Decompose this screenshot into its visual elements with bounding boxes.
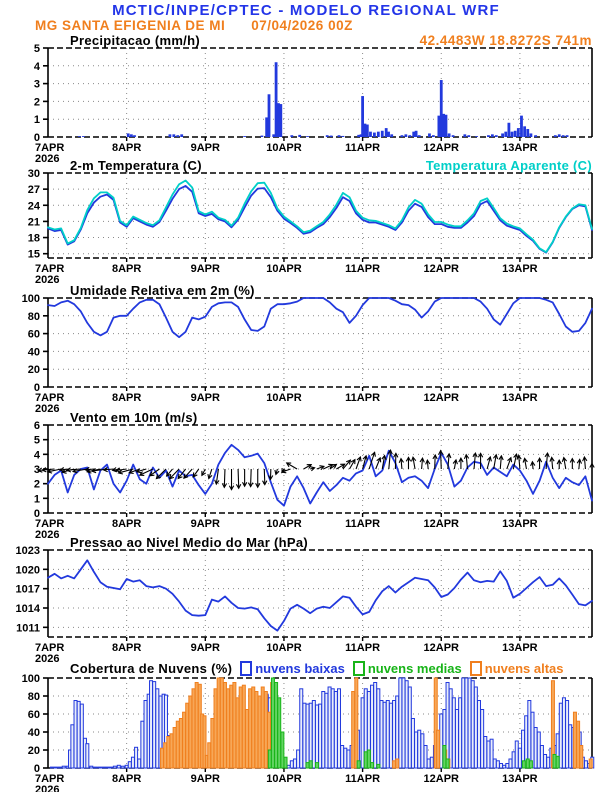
pres-plot [16,545,592,665]
svg-text:60: 60 [27,709,40,721]
svg-text:8APR: 8APR [111,518,142,530]
svg-text:20: 20 [27,364,40,377]
precip-plot [34,43,592,165]
svg-text:7APR: 7APR [35,263,65,275]
svg-text:12APR: 12APR [423,773,459,785]
legend-mid-clouds [353,661,462,676]
svg-text:40: 40 [27,727,40,739]
rh-panel-title: Umidade Relativa em 2m (%) [70,283,255,298]
svg-text:10APR: 10APR [266,392,302,404]
svg-text:2: 2 [33,96,40,109]
svg-text:10APR: 10APR [266,142,302,154]
svg-text:11APR: 11APR [345,263,381,275]
legend-mid-clouds-label: nuvens medias [367,661,462,676]
svg-text:1014: 1014 [15,603,40,615]
svg-text:7APR: 7APR [35,642,65,654]
svg-text:4: 4 [33,449,40,462]
svg-text:100: 100 [21,293,40,305]
station-name: MG SANTA EFIGENIA DE MI [35,18,226,33]
svg-text:5: 5 [33,434,40,447]
svg-text:11APR: 11APR [345,642,381,654]
svg-text:13APR: 13APR [502,263,538,275]
pressure-panel-title: Pressao ao Nivel Medio do Mar (hPa) [70,535,309,550]
svg-text:2026: 2026 [35,274,60,286]
station-coordinates: 42.4483W 18.8272S 741m [419,33,592,48]
svg-text:11APR: 11APR [345,392,381,404]
legend-low-clouds-label: nuvens baixas [255,661,345,676]
svg-text:80: 80 [27,310,40,323]
legend-high-clouds [470,661,564,676]
cloud-title-row [70,661,592,676]
svg-text:12APR: 12APR [423,518,459,530]
rh-plot [22,293,592,415]
svg-text:2026: 2026 [35,153,60,165]
svg-text:2026: 2026 [35,653,60,665]
svg-text:27: 27 [27,184,40,197]
svg-text:24: 24 [27,200,40,213]
svg-text:7APR: 7APR [35,518,65,530]
svg-text:3: 3 [33,78,40,91]
svg-text:12APR: 12APR [423,142,459,154]
svg-text:1020: 1020 [15,564,40,577]
low-clouds-swatch-icon [240,661,252,676]
svg-text:15: 15 [27,248,40,261]
svg-text:1011: 1011 [16,622,40,635]
svg-text:8APR: 8APR [111,263,142,275]
svg-text:1: 1 [33,114,40,127]
svg-text:13APR: 13APR [502,518,538,530]
svg-text:2026: 2026 [35,529,60,541]
svg-text:1023: 1023 [15,545,40,557]
svg-text:5: 5 [33,43,40,55]
temp-panel-title: 2-m Temperatura (C) [70,158,202,173]
mid-clouds-swatch-icon [353,661,365,676]
svg-text:9APR: 9APR [190,773,220,785]
cloud-bars-0 [50,678,593,768]
legend-low-clouds [240,661,345,676]
svg-text:0: 0 [33,763,40,775]
svg-text:0: 0 [33,132,40,144]
svg-text:9APR: 9APR [190,518,220,530]
header-title: MCTIC/INPE/CPTEC - MODELO REGIONAL WRF [112,2,500,19]
precip-panel-title: Precipitacao (mm/h) [70,33,200,48]
svg-text:100: 100 [21,673,40,685]
svg-text:11APR: 11APR [345,142,381,154]
svg-text:9APR: 9APR [190,263,220,275]
svg-text:11APR: 11APR [345,773,381,785]
svg-text:10APR: 10APR [266,518,302,530]
svg-text:13APR: 13APR [502,773,538,785]
svg-text:13APR: 13APR [502,642,538,654]
svg-text:7APR: 7APR [35,392,65,404]
svg-text:2: 2 [33,478,40,491]
svg-text:13APR: 13APR [502,142,538,154]
svg-text:8APR: 8APR [111,773,142,785]
svg-text:60: 60 [27,328,40,341]
cloud-panel-title: Cobertura de Nuvens (%) [70,661,233,676]
svg-text:3: 3 [33,464,40,476]
svg-text:2026: 2026 [35,403,60,415]
high-clouds-swatch-icon [470,661,482,676]
svg-text:40: 40 [27,346,40,359]
svg-text:9APR: 9APR [190,392,220,404]
svg-text:7APR: 7APR [35,142,65,154]
cloud-plot [22,673,594,792]
svg-text:1: 1 [33,493,40,506]
svg-text:10APR: 10APR [266,773,302,785]
svg-text:20: 20 [27,745,40,757]
legend-high-clouds-label: nuvens altas [484,661,564,676]
svg-text:11APR: 11APR [345,518,381,530]
svg-text:13APR: 13APR [502,392,538,404]
svg-text:12APR: 12APR [423,392,459,404]
svg-text:8APR: 8APR [111,142,142,154]
svg-text:4: 4 [33,60,40,73]
svg-text:10APR: 10APR [266,263,302,275]
svg-text:2026: 2026 [35,784,60,792]
svg-text:12APR: 12APR [423,263,459,275]
svg-text:0: 0 [33,508,40,520]
svg-text:0: 0 [33,382,40,394]
svg-text:30: 30 [27,168,40,180]
svg-text:18: 18 [27,232,40,245]
run-datetime: 07/04/2026 00Z [251,18,353,33]
svg-text:12APR: 12APR [423,642,459,654]
svg-text:9APR: 9APR [190,642,220,654]
svg-text:8APR: 8APR [111,392,142,404]
svg-text:1017: 1017 [15,583,40,596]
wind-panel-title: Vento em 10m (m/s) [70,410,198,425]
svg-text:8APR: 8APR [111,642,142,654]
header-station-line [35,18,353,33]
svg-text:7APR: 7APR [35,773,65,785]
svg-text:80: 80 [27,691,40,703]
apparent-temp-legend: Temperatura Aparente (C) [425,158,592,173]
wind-plot [34,420,594,541]
temp-plot [28,168,592,286]
svg-text:6: 6 [33,420,40,432]
svg-text:10APR: 10APR [266,642,302,654]
svg-text:21: 21 [27,216,40,229]
svg-text:9APR: 9APR [190,142,220,154]
